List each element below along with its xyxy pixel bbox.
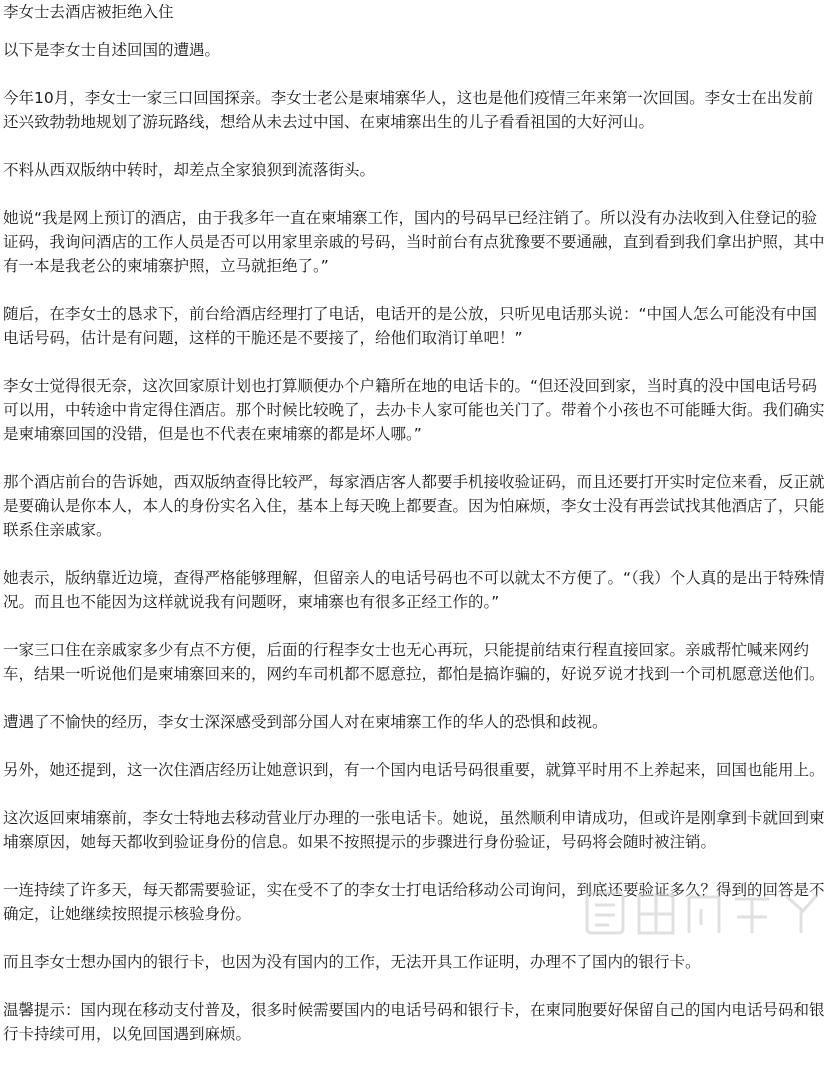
- paragraph-tip: 温馨提示：国内现在移动支付普及，很多时候需要国内的电话号码和银行卡，在柬同胞要好保留自己的国内电话号码和银行卡持续可用，以免回国遇到麻烦。: [3, 1001, 825, 1043]
- paragraph-trip: 今年10月，李女士一家三口回国探亲。李女士老公是柬埔寨华人，这也是他们疫情三年来第一次回国。李女士在出发前还兴致勃勃地规划了游玩路线，想给从未去过中国、在柬埔寨出生的儿子看看祖国的大好河山。: [3, 89, 814, 131]
- paragraph-border: 她表示，版纳靠近边境，查得严格能够理解，但留亲人的电话号码也不可以就太不方便了。“（我）个人真的是出于特殊情况。而且也不能因为这样就说我有问题呀，柬埔寨也有很多正经工作的。”: [3, 569, 825, 611]
- paragraph-intro: 以下是李女士自述回国的遭遇。: [3, 41, 221, 59]
- paragraph-sim-card: 这次返回柬埔寨前，李女士特地去移动营业厅办理的一张电话卡。她说，虽然顺利申请成功，但或许是刚拿到卡就回到柬埔寨原因，她每天都收到验证身份的信息。如果不按照提示的步骤进行身份验证，号码将会随时被注销。: [3, 809, 825, 851]
- paragraph-hotel-refusal: 她说“我是网上预订的酒店，由于我多年一直在柬埔寨工作，国内的号码早已经注销了。所以没有办法收到入住登记的验证码，我询问酒店的工作人员是否可以用家里亲戚的号码，当时前台有点犹豫要不要通融，直到看到我们拿出护照，其中有一本是我老公的柬埔寨护照，立马就拒绝了。”: [3, 209, 825, 275]
- paragraph-front-desk: 那个酒店前台的告诉她，西双版纳查得比较严，每家酒店客人都要手机接收验证码，而且还要打开实时定位来看，反正就是要确认是你本人，本人的身份实名入住，基本上每天晚上都要查。因为怕麻烦，李女士没有再尝试找其他酒店了，只能联系住亲戚家。: [3, 473, 825, 539]
- paragraph-ride: 一家三口住在亲戚家多少有点不方便，后面的行程李女士也无心再玩，只能提前结束行程直接回家。亲戚帮忙喊来网约车，结果一听说他们是柬埔寨回来的，网约车司机都不愿意拉，都怕是搞诈骗的，好说歹说才找到一个司机愿意送他们。: [3, 641, 825, 683]
- paragraph-discrimination: 遭遇了不愉快的经历，李女士深深感受到部分国人对在柬埔寨工作的华人的恐惧和歧视。: [3, 713, 608, 731]
- article: [3, 0, 825, 1070]
- paragraph-transfer: 不料从西双版纳中转时，却差点全家狼狈到流落街头。: [3, 161, 376, 179]
- paragraph-verification: 一连持续了许多天，每天都需要验证，实在受不了的李女士打电话给移动公司询问，到底还要验证多久？得到的回答是不确定，让她继续按照提示核验身份。: [3, 881, 825, 923]
- paragraph-manager-call: 随后，在李女士的恳求下，前台给酒店经理打了电话，电话开的是公放，只听见电话那头说：“中国人怎么可能没有中国电话号码，估计是有问题，这样的干脆还是不要接了，给他们取消订单吧！”: [3, 305, 818, 347]
- paragraph-bank-card: 而且李女士想办国内的银行卡，也因为没有国内的工作，无法开具工作证明，办理不了国内的银行卡。: [3, 953, 701, 971]
- paragraph-helpless: 李女士觉得很无奈，这次回家原计划也打算顺便办个户籍所在地的电话卡的。“但还没回到家，当时真的没中国电话号码可以用，中转途中肯定得住酒店。那个时候比较晚了，去办卡人家可能也关门了。带着个小孩也不可能睡大街。我们确实是柬埔寨回国的没错，但是也不代表在柬埔寨的都是坏人哪。”: [3, 377, 825, 443]
- paragraph-phone-number: 另外，她还提到，这一次住酒店经历让她意识到，有一个国内电话号码很重要，就算平时用不上养起来，回国也能用上。: [3, 761, 825, 779]
- article-title: 李女士去酒店被拒绝入住: [3, 3, 174, 21]
